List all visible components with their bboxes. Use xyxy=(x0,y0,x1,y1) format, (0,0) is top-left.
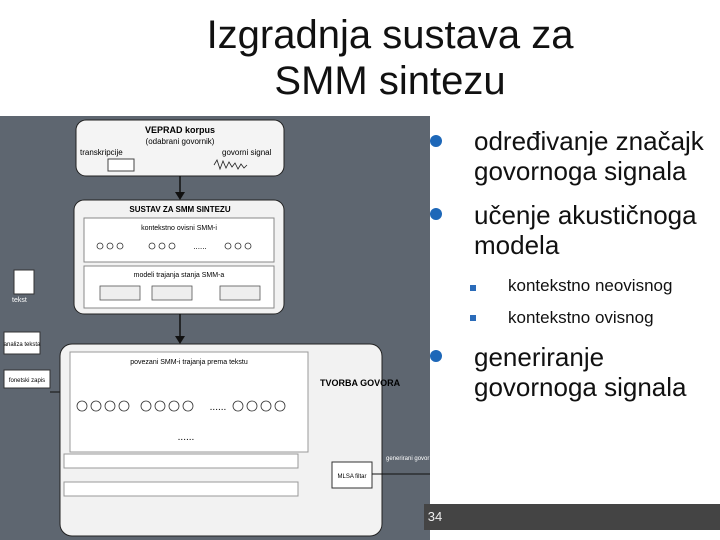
generated-speech-label: generirani govor xyxy=(386,456,430,462)
phonetic-label: fonetski zapis xyxy=(8,378,46,384)
speech-signal-label: govorni signal xyxy=(222,148,272,157)
square-bullet-icon xyxy=(470,285,476,291)
connected-models-label: povezani SMM-i trajanja prema tekstu xyxy=(130,359,248,366)
svg-text:......: ...... xyxy=(177,432,195,443)
text-document-icon xyxy=(14,270,34,294)
bullet-dot-icon xyxy=(430,135,442,147)
sub-bullet-2: kontekstno ovisnog xyxy=(508,308,654,327)
page-number: 34 xyxy=(427,509,443,524)
bullet-dot-icon xyxy=(430,350,442,362)
slide-footer xyxy=(0,504,720,540)
svg-text:......: ...... xyxy=(209,402,227,413)
system-title: SUSTAV ZA SMM SINTEZU xyxy=(129,205,231,214)
transcriptions-label: transkripcije xyxy=(80,148,123,157)
transcription-page xyxy=(108,159,134,171)
synthesis-label: TVORBA GOVORA xyxy=(320,378,401,388)
bullet-2: učenje akustičnoga modela xyxy=(474,200,697,260)
bullet-3: generiranje govornoga signala xyxy=(474,342,687,402)
hmm-synthesis-diagram xyxy=(0,116,430,540)
text-label: tekst xyxy=(12,297,27,304)
context-models-label: kontekstno ovisni SMM-i xyxy=(141,225,217,232)
text-analysis-label: analiza teksta xyxy=(3,342,41,348)
slide-title xyxy=(160,12,620,104)
feature-row-1 xyxy=(64,454,298,468)
sub-bullet-1: kontekstno neovisnog xyxy=(508,276,673,295)
mlsa-filter-label: MLSA filtar xyxy=(337,474,367,480)
corpus-title: VEPRAD korpus xyxy=(144,125,216,135)
duration-models-label: modeli trajanja stanja SMM-a xyxy=(133,272,225,279)
slide-title-line-2: SMM sintezu xyxy=(274,59,506,103)
bullet-1: određivanje značajk govornoga signala xyxy=(474,126,704,186)
feature-row-2 xyxy=(64,482,298,496)
bullet-dot-icon xyxy=(430,208,442,220)
svg-text:......: ...... xyxy=(193,242,207,251)
slide-title-line-1: Izgradnja sustava za xyxy=(206,13,574,57)
square-bullet-icon xyxy=(470,315,476,321)
corpus-subtitle: (odabrani govornik) xyxy=(145,137,215,146)
footer-bar xyxy=(424,504,720,530)
